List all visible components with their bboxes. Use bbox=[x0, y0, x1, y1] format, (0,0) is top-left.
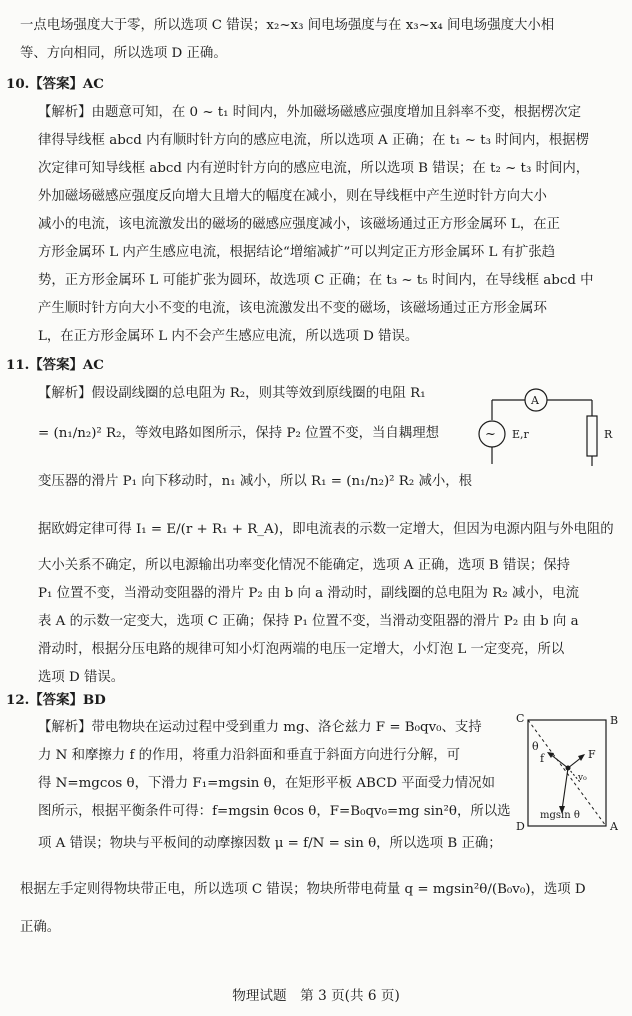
angle-theta-label: θ bbox=[532, 740, 539, 753]
text-line: 变压器的滑片 P₁ 向下移动时，n₁ 减小，所以 R₁ = (n₁/n₂)² R₂ 减小，根 bbox=[38, 474, 473, 489]
force-F-label: F bbox=[588, 748, 596, 761]
corner-C-label: C bbox=[516, 712, 525, 725]
text-line: 大小关系不确定，所以电源输出功率变化情况不能确定，选项 A 正确，选项 B 错误；保持 bbox=[38, 558, 570, 573]
text-line: 外加磁场磁感应强度反向增大且增大的幅度在减小，则在导线框中产生逆时针方向大小 bbox=[38, 189, 547, 204]
text-line: 减小的电流，该电流激发出的磁场的磁感应强度减小，该磁场通过正方形金属环 L，在正 bbox=[38, 217, 560, 232]
corner-D-label: D bbox=[516, 820, 525, 833]
text-line: 正确。 bbox=[20, 920, 61, 935]
force-diagram bbox=[510, 712, 622, 836]
gravity-component-label: mgsin θ bbox=[540, 810, 580, 821]
corner-A-label: A bbox=[610, 820, 618, 833]
text-line: 势，正方形金属环 L 可能扩张为圆环，故选项 C 正确；在 t₃ ~ t₅ 时间内，在导线框 abcd 中 bbox=[38, 273, 594, 288]
text-line: 表 A 的示数一定变大，选项 C 正确；保持 P₁ 位置不变，当滑动变阻器的滑片 P₂ 由 b 向 a bbox=[38, 614, 579, 629]
text-line: 一点电场强度大于零，所以选项 C 错误；x₂~x₃ 间电场强度与在 x₃~x₄ 间电场强度大小相 bbox=[20, 18, 555, 33]
text-line: 根据左手定则得物块带正电，所以选项 C 错误；物块所带电荷量 q = mgsin²θ/(B₀v₀)，选项 D bbox=[20, 882, 586, 897]
text-line: 次定律可知导线框 abcd 内有逆时针方向的感应电流，所以选项 B 错误；在 t₂ ~ t₃ 时间内， bbox=[38, 161, 590, 176]
text-line: 选项 D 错误。 bbox=[38, 670, 125, 685]
text-line: L，在正方形金属环 L 内不会产生感应电流，所以选项 D 错误。 bbox=[38, 329, 419, 344]
text-line: 力 N 和摩擦力 f 的作用，将重力沿斜面和垂直于斜面方向进行分解，可 bbox=[38, 748, 461, 763]
source-label: E,r bbox=[512, 428, 529, 441]
text-line: 律得导线框 abcd 内有顺时针方向的感应电流，所以选项 A 正确；在 t₁ ~ t₃ 时间内，根据楞 bbox=[38, 133, 589, 148]
text-line: 方形金属环 L 内产生感应电流，根据结论“增缩减扩”可以判定正方形金属环 L 有扩张趋 bbox=[38, 245, 556, 260]
answer-heading-10: 10.【答案】AC bbox=[6, 76, 104, 92]
circuit-diagram bbox=[470, 384, 620, 474]
text-line: = (n₁/n₂)² R₂，等效电路如图所示，保持 P₂ 位置不变，当自耦理想 bbox=[38, 426, 439, 441]
friction-label: f bbox=[540, 752, 545, 765]
text-line: 图所示，根据平衡条件可得：f=mgsin θcos θ，F=B₀qv₀=mg sin²θ，所以选 bbox=[38, 804, 511, 819]
page-footer: 物理试题 第 3 页(共 6 页) bbox=[232, 988, 400, 1004]
text-line: 滑动时，根据分压电路的规律可知小灯泡两端的电压一定增大，小灯泡 L 一定变亮，所以 bbox=[38, 642, 565, 657]
text-line: 【解析】由题意可知，在 0 ~ t₁ 时间内，外加磁场磁感应强度增加且斜率不变，根据楞次定 bbox=[38, 105, 581, 120]
text-line: P₁ 位置不变，当滑动变阻器的滑片 P₂ 由 b 向 a 滑动时，副线圈的总电阻为 R₂ 减小，电流 bbox=[38, 586, 579, 601]
text-line: 得 N=mgcos θ，下滑力 F₁=mgsin θ，在矩形平板 ABCD 平面受力情况如 bbox=[38, 776, 495, 791]
text-line: 项 A 错误；物块与平板间的动摩擦因数 μ = f/N = sin θ，所以选项 B 正确； bbox=[38, 836, 502, 851]
corner-B-label: B bbox=[610, 714, 619, 727]
svg-text:~: ~ bbox=[485, 427, 496, 442]
text-line: 【解析】假设副线圈的总电阻为 R₂，则其等效到原线圈的电阻 R₁ bbox=[38, 386, 426, 401]
velocity-label: v₀ bbox=[578, 773, 587, 783]
text-line: 产生顺时针方向大小不变的电流，该电流激发出不变的磁场，该磁场通过正方形金属环 bbox=[38, 301, 547, 316]
resistor-label: R bbox=[604, 428, 613, 441]
ammeter-label: A bbox=[531, 394, 539, 407]
text-line: 【解析】带电物块在运动过程中受到重力 mg、洛仑兹力 F = B₀qv₀、支持 bbox=[38, 720, 482, 735]
answer-heading-11: 11.【答案】AC bbox=[6, 357, 104, 373]
text-line: 据欧姆定律可得 I₁ = E/(r + R₁ + R_A)，即电流表的示数一定增大，但因为电源内阻与外电阻的 bbox=[38, 522, 614, 537]
text-line: 等、方向相同，所以选项 D 正确。 bbox=[20, 46, 227, 61]
answer-heading-12: 12.【答案】BD bbox=[6, 692, 106, 708]
